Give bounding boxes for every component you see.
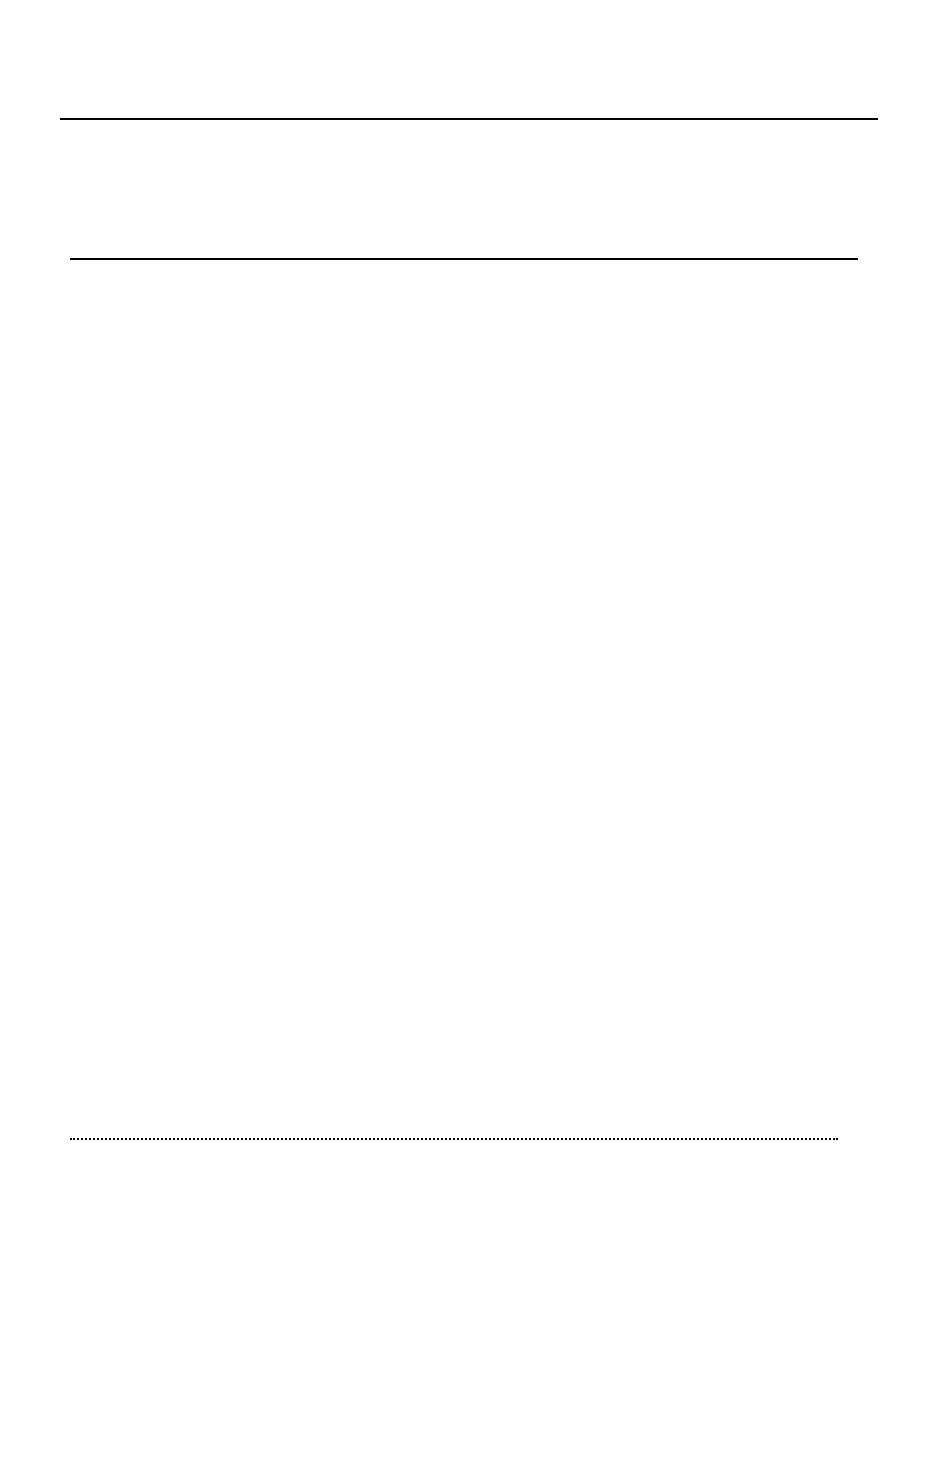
main-text — [70, 150, 858, 254]
footnote-divider — [70, 1138, 838, 1140]
page-header — [60, 96, 878, 130]
header-rule — [60, 118, 878, 120]
footnote-text — [70, 1150, 858, 1386]
separator-rule — [70, 258, 858, 260]
commentary-text — [70, 270, 858, 1132]
